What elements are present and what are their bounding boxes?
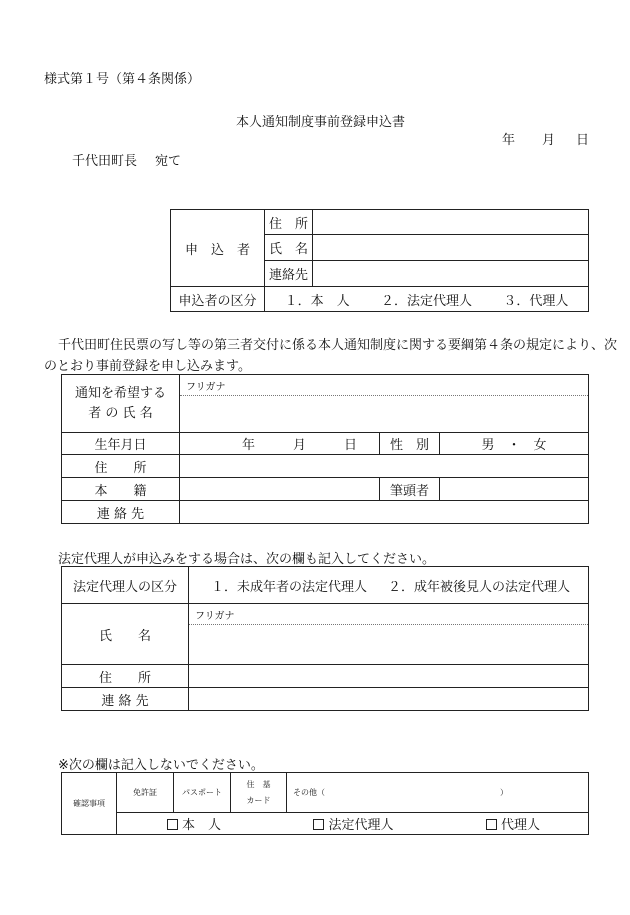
applicant-category-options[interactable] xyxy=(265,287,589,312)
applicant-address-label: 住 所 xyxy=(265,210,313,235)
legal-rep-table xyxy=(61,566,589,711)
intro-line-2: のとおり事前登録を申し込みます。 xyxy=(44,359,251,374)
registrant-furigana-label: フリガナ xyxy=(186,382,226,393)
legal-rep-category-label: 法定代理人の区分 xyxy=(62,567,189,604)
legal-rep-name-field[interactable] xyxy=(189,604,589,665)
legal-rep-note: 法定代理人が申込みをする場合は、次の欄も記入してください。 xyxy=(58,552,436,567)
check-other-close: ） xyxy=(500,788,508,797)
checkbox-icon[interactable] xyxy=(167,819,178,830)
domicile-field[interactable] xyxy=(180,478,380,501)
registrant-contact-field[interactable] xyxy=(180,501,589,524)
form-title: 本人通知制度事前登録申込書 xyxy=(236,115,406,130)
sex-label: 性 別 xyxy=(380,433,440,455)
birthdate-field[interactable] xyxy=(180,433,380,455)
legal-rep-contact-field[interactable] xyxy=(189,688,589,711)
office-use-note: ※次の欄は記入しないでください。 xyxy=(58,758,264,773)
legal-rep-category-options[interactable] xyxy=(189,567,589,604)
birth-year-label: 年 xyxy=(242,438,256,453)
check-agent-option[interactable]: 代理人 xyxy=(486,814,540,833)
furigana-divider xyxy=(189,624,588,625)
office-checkbox-row xyxy=(117,813,589,835)
addressee-suffix: 宛て xyxy=(155,154,182,169)
office-use-table xyxy=(61,772,589,835)
birth-month-label: 月 xyxy=(292,438,306,453)
check-resident-card: 住 基 カード xyxy=(231,773,287,813)
check-passport: パスポート xyxy=(174,773,231,813)
registrant-name-label: 通知を希望する 者 の 氏 名 xyxy=(62,375,180,433)
check-other xyxy=(287,773,589,813)
legal-rep-furigana-label: フリガナ xyxy=(195,611,235,622)
legal-rep-option-minor[interactable]: １．未成年者の法定代理人 xyxy=(211,579,368,595)
category-option-agent[interactable]: ３．代理人 xyxy=(503,293,569,309)
legal-rep-name-label: 氏 名 xyxy=(62,604,189,665)
registrant-contact-label: 連 絡 先 xyxy=(62,501,180,524)
registrant-name-field[interactable] xyxy=(180,375,589,433)
check-other-label: その他（ xyxy=(293,788,325,797)
furigana-divider xyxy=(180,395,588,396)
check-self-option[interactable]: 本 人 xyxy=(167,814,221,833)
check-items-label: 確認事項 xyxy=(62,773,117,835)
legal-rep-contact-label: 連 絡 先 xyxy=(62,688,189,711)
birthdate-label: 生年月日 xyxy=(62,433,180,455)
applicant-address-field[interactable] xyxy=(313,210,589,235)
legal-rep-option-ward[interactable]: ２．成年被後見人の法定代理人 xyxy=(387,579,570,595)
legal-rep-address-field[interactable] xyxy=(189,665,589,688)
checkbox-icon[interactable] xyxy=(486,819,497,830)
household-head-field[interactable] xyxy=(440,478,589,501)
applicant-name-label: 氏 名 xyxy=(265,235,313,261)
applicant-group-label: 申 込 者 xyxy=(171,210,265,287)
addressee: 千代田町長 xyxy=(72,154,138,169)
sex-options[interactable]: 男 ・ 女 xyxy=(440,433,589,455)
date-day-label: 日 xyxy=(576,133,590,148)
check-license: 免許証 xyxy=(117,773,174,813)
intro-line-1: 千代田町住民票の写し等の第三者交付に係る本人通知制度に関する要綱第４条の規定により、次 xyxy=(58,338,618,353)
domicile-label: 本 籍 xyxy=(62,478,180,501)
check-legal-option[interactable]: 法定代理人 xyxy=(313,814,393,833)
household-head-label: 筆頭者 xyxy=(380,478,440,501)
date-month-label: 月 xyxy=(542,133,556,148)
category-option-legal[interactable]: ２．法定代理人 xyxy=(380,293,472,309)
registrant-address-field[interactable] xyxy=(180,455,589,478)
legal-rep-address-label: 住 所 xyxy=(62,665,189,688)
birth-day-label: 日 xyxy=(343,438,357,453)
applicant-contact-label: 連絡先 xyxy=(265,261,313,287)
date-year-label: 年 xyxy=(502,133,516,148)
form-number: 様式第１号（第４条関係） xyxy=(44,72,201,87)
category-option-self[interactable]: １．本 人 xyxy=(284,293,350,309)
applicant-category-label: 申込者の区分 xyxy=(171,287,265,312)
registrant-address-label: 住 所 xyxy=(62,455,180,478)
applicant-contact-field[interactable] xyxy=(313,261,589,287)
applicant-table xyxy=(170,209,589,312)
registrant-table xyxy=(61,374,589,524)
checkbox-icon[interactable] xyxy=(313,819,324,830)
applicant-name-field[interactable] xyxy=(313,235,589,261)
